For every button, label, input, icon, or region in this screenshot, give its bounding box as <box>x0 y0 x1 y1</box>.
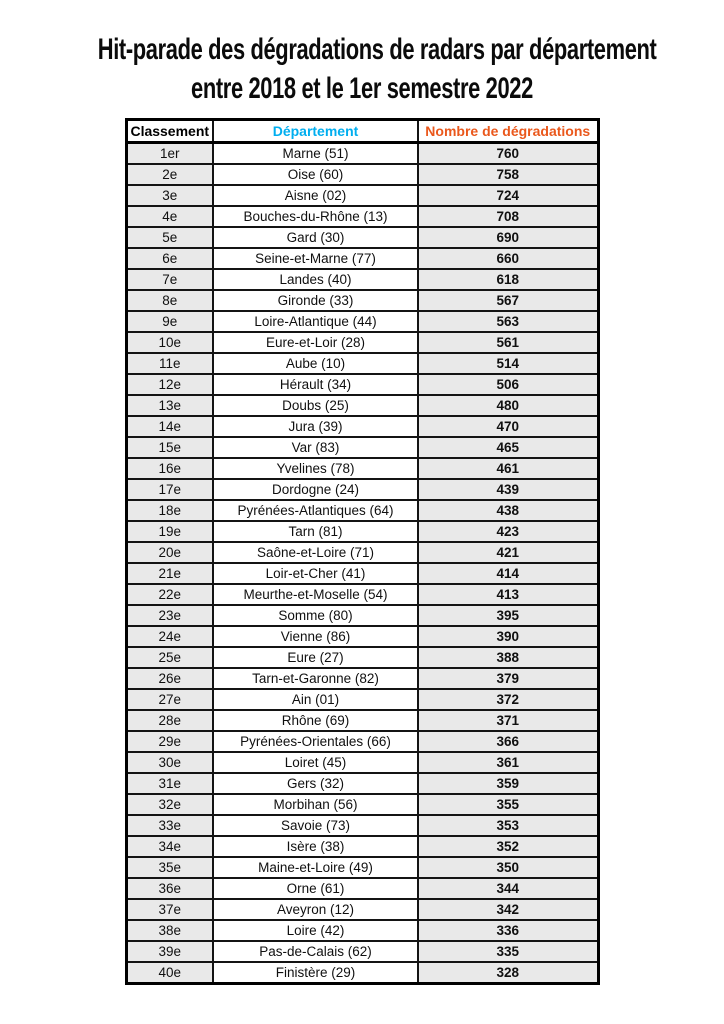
degradation-count-cell: 350 <box>418 857 598 878</box>
table-row <box>126 920 598 941</box>
degradation-count-cell: 413 <box>418 584 598 605</box>
department-cell: Tarn (81) <box>213 521 418 542</box>
department-cell: Isère (38) <box>213 836 418 857</box>
page-title-line-2: entre 2018 et le 1er semestre 2022 <box>191 72 533 105</box>
department-cell: Maine-et-Loire (49) <box>213 857 418 878</box>
degradation-count-cell: 438 <box>418 500 598 521</box>
department-cell: Seine-et-Marne (77) <box>213 248 418 269</box>
column-header-classement: Classement <box>126 120 213 143</box>
degradation-count-cell: 359 <box>418 773 598 794</box>
rank-cell: 5e <box>126 227 213 248</box>
table-row <box>126 710 598 731</box>
rank-cell: 23e <box>126 605 213 626</box>
rank-cell: 2e <box>126 164 213 185</box>
table-row <box>126 521 598 542</box>
rank-cell: 13e <box>126 395 213 416</box>
degradation-count-cell: 567 <box>418 290 598 311</box>
department-cell: Eure-et-Loir (28) <box>213 332 418 353</box>
table-row <box>126 416 598 437</box>
department-cell: Dordogne (24) <box>213 479 418 500</box>
rank-cell: 34e <box>126 836 213 857</box>
department-cell: Gers (32) <box>213 773 418 794</box>
degradation-count-cell: 366 <box>418 731 598 752</box>
rank-cell: 16e <box>126 458 213 479</box>
degradation-count-cell: 618 <box>418 269 598 290</box>
table-row <box>126 689 598 710</box>
table-row <box>126 563 598 584</box>
table-row <box>126 941 598 962</box>
degradation-count-cell: 423 <box>418 521 598 542</box>
degradation-count-cell: 342 <box>418 899 598 920</box>
department-cell: Jura (39) <box>213 416 418 437</box>
degradation-count-cell: 690 <box>418 227 598 248</box>
degradation-count-cell: 514 <box>418 353 598 374</box>
table-row <box>126 311 598 332</box>
table-row <box>126 500 598 521</box>
degradation-count-cell: 465 <box>418 437 598 458</box>
department-cell: Bouches-du-Rhône (13) <box>213 206 418 227</box>
table-row <box>126 731 598 752</box>
degradation-count-cell: 708 <box>418 206 598 227</box>
degradation-count-cell: 353 <box>418 815 598 836</box>
degradation-count-cell: 352 <box>418 836 598 857</box>
column-header-nombre-degradations: Nombre de dégradations <box>418 120 598 143</box>
rank-cell: 36e <box>126 878 213 899</box>
degradation-count-cell: 439 <box>418 479 598 500</box>
table-row <box>126 269 598 290</box>
table-row <box>126 206 598 227</box>
table-row <box>126 248 598 269</box>
rank-cell: 8e <box>126 290 213 311</box>
department-cell: Tarn-et-Garonne (82) <box>213 668 418 689</box>
degradation-count-cell: 379 <box>418 668 598 689</box>
rank-cell: 12e <box>126 374 213 395</box>
degradation-count-cell: 414 <box>418 563 598 584</box>
table-row <box>126 185 598 206</box>
degradation-count-cell: 344 <box>418 878 598 899</box>
rank-cell: 18e <box>126 500 213 521</box>
rank-cell: 6e <box>126 248 213 269</box>
page-title <box>0 30 724 108</box>
department-cell: Aisne (02) <box>213 185 418 206</box>
department-cell: Loire-Atlantique (44) <box>213 311 418 332</box>
department-cell: Gironde (33) <box>213 290 418 311</box>
table-row <box>126 815 598 836</box>
department-cell: Var (83) <box>213 437 418 458</box>
rank-cell: 37e <box>126 899 213 920</box>
rank-cell: 22e <box>126 584 213 605</box>
department-cell: Pyrénées-Atlantiques (64) <box>213 500 418 521</box>
rank-cell: 4e <box>126 206 213 227</box>
rank-cell: 31e <box>126 773 213 794</box>
table-row <box>126 752 598 773</box>
degradation-count-cell: 480 <box>418 395 598 416</box>
table-row <box>126 353 598 374</box>
rank-cell: 25e <box>126 647 213 668</box>
department-cell: Meurthe-et-Moselle (54) <box>213 584 418 605</box>
rank-cell: 29e <box>126 731 213 752</box>
degradation-count-cell: 336 <box>418 920 598 941</box>
degradation-count-cell: 328 <box>418 962 598 984</box>
degradation-count-cell: 760 <box>418 143 598 165</box>
table-row <box>126 542 598 563</box>
table-row <box>126 878 598 899</box>
department-cell: Loir-et-Cher (41) <box>213 563 418 584</box>
degradation-count-cell: 660 <box>418 248 598 269</box>
rank-cell: 10e <box>126 332 213 353</box>
rank-cell: 27e <box>126 689 213 710</box>
department-cell: Pas-de-Calais (62) <box>213 941 418 962</box>
table-body <box>126 143 598 984</box>
department-cell: Yvelines (78) <box>213 458 418 479</box>
table-row <box>126 227 598 248</box>
rank-cell: 33e <box>126 815 213 836</box>
department-cell: Pyrénées-Orientales (66) <box>213 731 418 752</box>
degradation-count-cell: 758 <box>418 164 598 185</box>
page-title-line-1: Hit-parade des dégradations de radars par département <box>97 33 657 66</box>
department-cell: Morbihan (56) <box>213 794 418 815</box>
department-cell: Savoie (73) <box>213 815 418 836</box>
rank-cell: 20e <box>126 542 213 563</box>
department-cell: Saône-et-Loire (71) <box>213 542 418 563</box>
department-cell: Oise (60) <box>213 164 418 185</box>
degradation-count-cell: 506 <box>418 374 598 395</box>
department-cell: Finistère (29) <box>213 962 418 984</box>
rank-cell: 24e <box>126 626 213 647</box>
table-header-row <box>126 120 598 143</box>
table-row <box>126 437 598 458</box>
rank-cell: 3e <box>126 185 213 206</box>
degradation-count-cell: 371 <box>418 710 598 731</box>
department-cell: Rhône (69) <box>213 710 418 731</box>
table-row <box>126 899 598 920</box>
table-row <box>126 626 598 647</box>
department-cell: Loire (42) <box>213 920 418 941</box>
table-row <box>126 584 598 605</box>
rank-cell: 30e <box>126 752 213 773</box>
table-row <box>126 290 598 311</box>
table-row <box>126 374 598 395</box>
rank-cell: 40e <box>126 962 213 984</box>
rank-cell: 21e <box>126 563 213 584</box>
department-cell: Somme (80) <box>213 605 418 626</box>
degradation-count-cell: 388 <box>418 647 598 668</box>
table-row <box>126 857 598 878</box>
table-row <box>126 479 598 500</box>
department-cell: Orne (61) <box>213 878 418 899</box>
degradation-count-cell: 355 <box>418 794 598 815</box>
rank-cell: 7e <box>126 269 213 290</box>
radar-degradation-table <box>125 118 600 985</box>
department-cell: Aube (10) <box>213 353 418 374</box>
table-row <box>126 962 598 984</box>
degradation-count-cell: 335 <box>418 941 598 962</box>
department-cell: Gard (30) <box>213 227 418 248</box>
table-row <box>126 794 598 815</box>
rank-cell: 32e <box>126 794 213 815</box>
degradation-count-cell: 361 <box>418 752 598 773</box>
rank-cell: 19e <box>126 521 213 542</box>
degradation-count-cell: 395 <box>418 605 598 626</box>
degradation-count-cell: 724 <box>418 185 598 206</box>
department-cell: Landes (40) <box>213 269 418 290</box>
department-cell: Loiret (45) <box>213 752 418 773</box>
degradation-count-cell: 421 <box>418 542 598 563</box>
rank-cell: 17e <box>126 479 213 500</box>
degradation-count-cell: 372 <box>418 689 598 710</box>
table-row <box>126 395 598 416</box>
department-cell: Aveyron (12) <box>213 899 418 920</box>
table-row <box>126 332 598 353</box>
table-row <box>126 773 598 794</box>
department-cell: Eure (27) <box>213 647 418 668</box>
table-row <box>126 668 598 689</box>
rank-cell: 11e <box>126 353 213 374</box>
degradation-count-cell: 563 <box>418 311 598 332</box>
rank-cell: 1er <box>126 143 213 165</box>
rank-cell: 26e <box>126 668 213 689</box>
degradation-count-cell: 561 <box>418 332 598 353</box>
table-row <box>126 143 598 165</box>
degradation-count-cell: 390 <box>418 626 598 647</box>
degradation-count-cell: 461 <box>418 458 598 479</box>
table-row <box>126 458 598 479</box>
rank-cell: 14e <box>126 416 213 437</box>
department-cell: Vienne (86) <box>213 626 418 647</box>
department-cell: Hérault (34) <box>213 374 418 395</box>
table-row <box>126 605 598 626</box>
rank-cell: 38e <box>126 920 213 941</box>
rank-cell: 9e <box>126 311 213 332</box>
rank-cell: 39e <box>126 941 213 962</box>
department-cell: Marne (51) <box>213 143 418 165</box>
table-row <box>126 647 598 668</box>
rank-cell: 15e <box>126 437 213 458</box>
rank-cell: 28e <box>126 710 213 731</box>
degradation-count-cell: 470 <box>418 416 598 437</box>
department-cell: Ain (01) <box>213 689 418 710</box>
column-header-departement: Département <box>213 120 418 143</box>
table-row <box>126 836 598 857</box>
rank-cell: 35e <box>126 857 213 878</box>
department-cell: Doubs (25) <box>213 395 418 416</box>
table-row <box>126 164 598 185</box>
